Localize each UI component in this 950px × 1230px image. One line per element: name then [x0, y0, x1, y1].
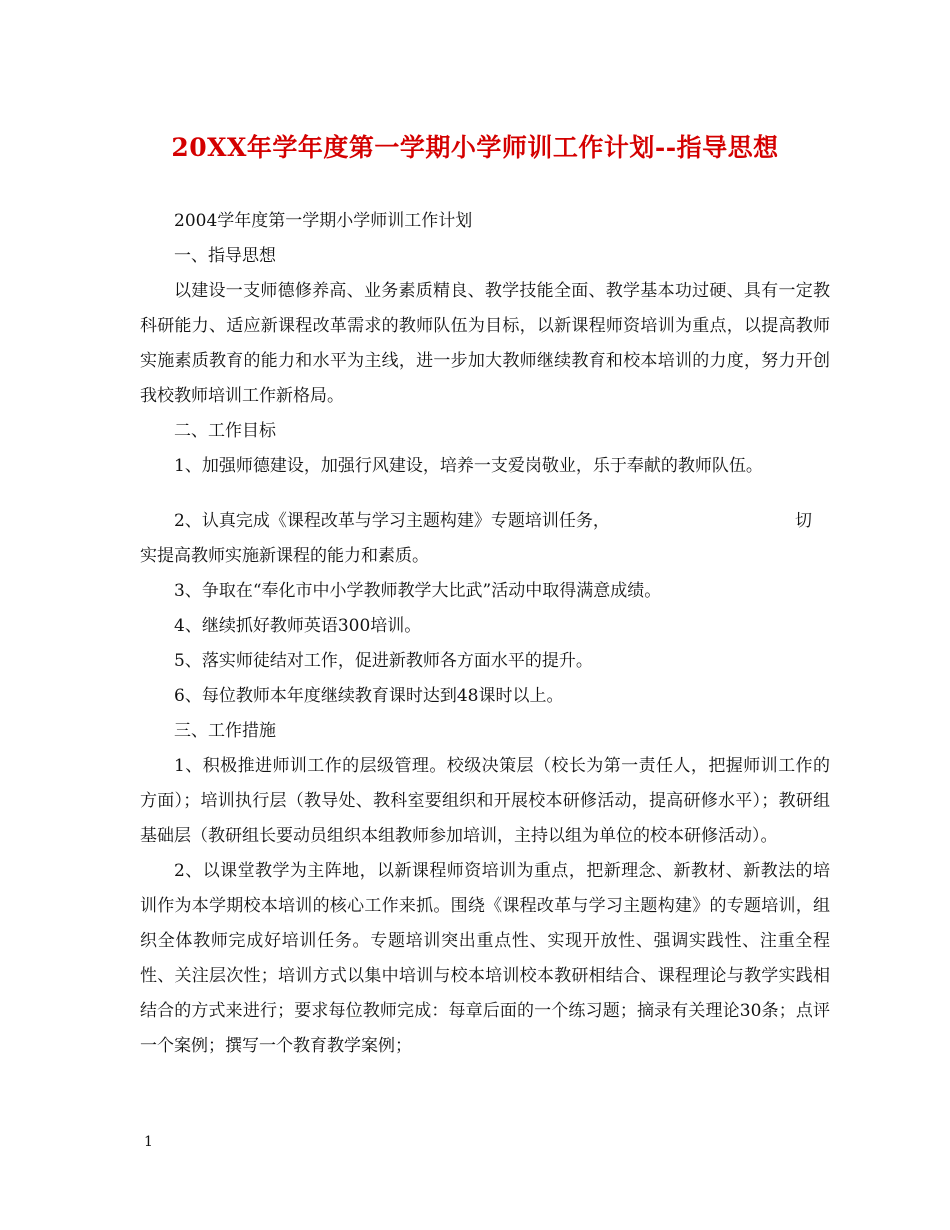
measure-item-1: 1、积极推进师训工作的层级管理。校级决策层（校长为第一责任人，把握师训工作的方面）；培训执行层（教导处、教科室要组织和开展校本研修活动，提高研修水平）；教研组基础层（教研组长要动员组织本组教师参加培训，主持以组为单位的校本研修活动）。: [140, 756, 830, 846]
goal-item-2-continued: 实提高教师实施新课程的能力和素质。: [140, 546, 429, 566]
section-heading-goals: 二、工作目标: [174, 421, 276, 441]
goal-item-6: 6、每位教师本年度继续教育课时达到48课时以上。: [174, 686, 564, 706]
document-subtitle: 2004学年度第一学期小学师训工作计划: [174, 211, 473, 231]
goal-item-3: 3、争取在“奉化市中小学教师教学大比武”活动中取得满意成绩。: [174, 581, 662, 601]
measure-item-2: 2、以课堂教学为主阵地，以新课程师资培训为重点，把新理念、新教材、新教法的培训作为本学期校本培训的核心工作来抓。围绕《课程改革与学习主题构建》的专题培训，组织全体教师完成好培训任务。专题培训突出重点性、实现开放性、强调实践性、注重全程性、关注层次性；培训方式以集中培训与校本培训校本教研相结合、课程理论与教学实践相结合的方式来进行；要求每位教师完成：每章后面的一个练习题；摘录有关理论30条；点评一个案例；撰写一个教育教学案例；: [140, 861, 830, 1056]
guiding-paragraph: 以建设一支师德修养高、业务素质精良、教学技能全面、教学基本功过硬、具有一定教科研能力、适应新课程改革需求的教师队伍为目标，以新课程师资培训为重点，以提高教师实施素质教育的能力和水平为主线，进一步加大教师继续教育和校本培训的力度，努力开创我校教师培训工作新格局。: [140, 281, 830, 406]
goal-item-2-line: [140, 504, 830, 539]
goal-item-2-start: 2、认真完成《课程改革与学习主题构建》专题培训任务，: [174, 511, 610, 531]
section-heading-guiding: 一、指导思想: [174, 246, 276, 266]
goal-item-4: 4、继续抓好教师英语300培训。: [174, 616, 422, 636]
document-body: [140, 204, 830, 1064]
goal-item-1: 1、加强师德建设，加强行风建设，培养一支爱岗敬业，乐于奉献的教师队伍。: [174, 456, 763, 476]
page-number: 1: [144, 1134, 153, 1150]
goal-item-5: 5、落实师徒结对工作，促进新教师各方面水平的提升。: [174, 651, 593, 671]
document-title: 20XX年学年度第一学期小学师训工作计划--指导思想: [171, 133, 779, 162]
goal-item-2-end: 切: [795, 511, 812, 531]
section-heading-measures: 三、工作措施: [174, 721, 276, 741]
